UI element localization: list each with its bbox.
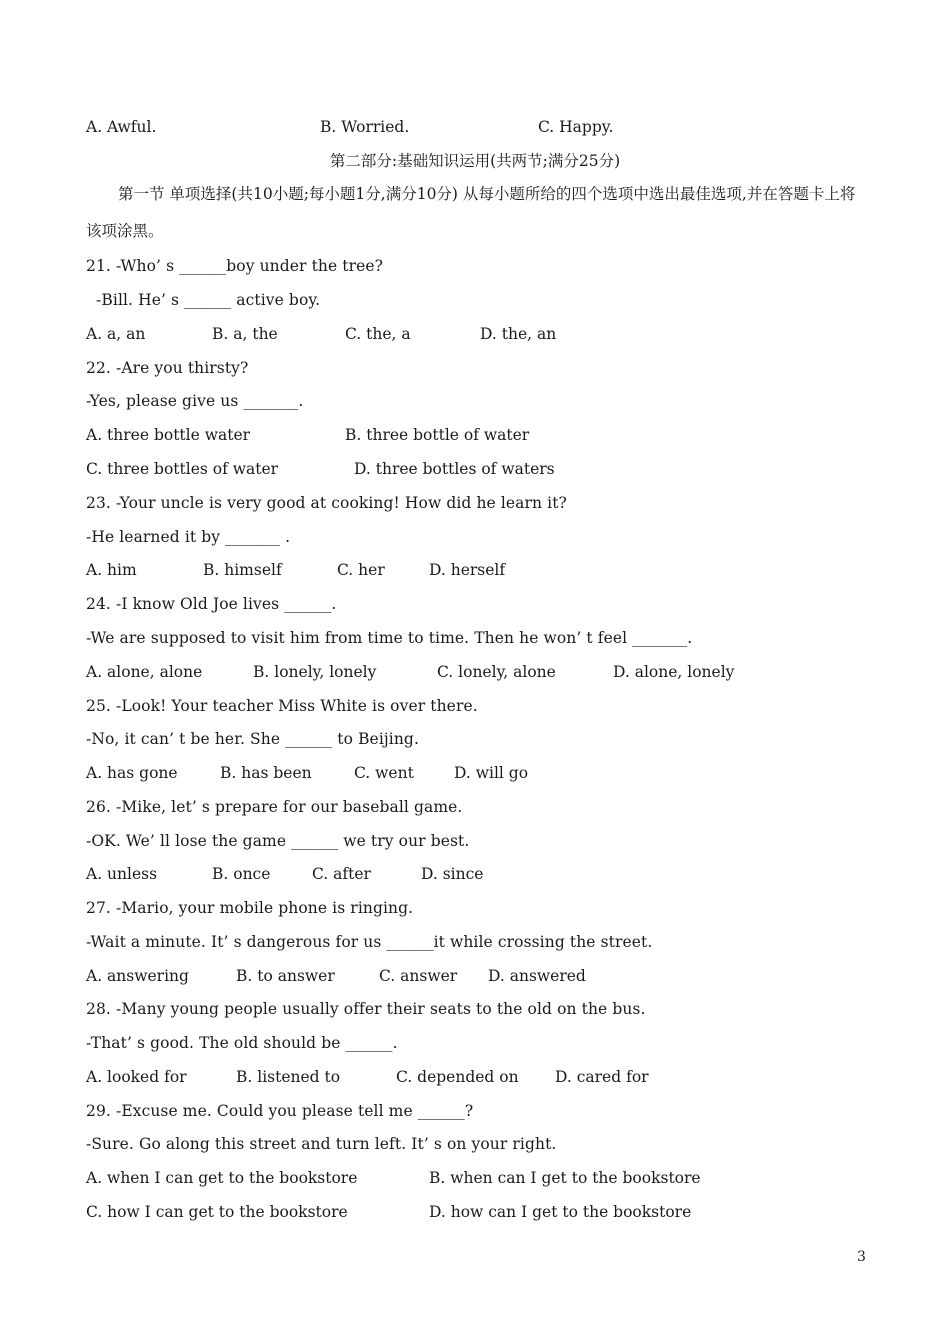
question-26-line1: 26. -Mike, let’ s prepare for our baseball game.	[86, 798, 463, 816]
q23-option-b: B. himself	[203, 561, 282, 579]
question-24-line1: 24. -I know Old Joe lives ______.	[86, 595, 337, 613]
question-22-line1: 22. -Are you thirsty?	[86, 359, 249, 377]
q22-option-b: B. three bottle of water	[345, 426, 530, 444]
q27-option-a: A. answering	[86, 967, 189, 985]
option-a: A. Awful.	[86, 118, 157, 136]
question-29-line2: -Sure. Go along this street and turn left. It’ s on your right.	[86, 1135, 557, 1153]
q28-option-c: C. depended on	[396, 1068, 519, 1086]
q24-option-b: B. lonely, lonely	[253, 663, 377, 681]
question-28-line1: 28. -Many young people usually offer their seats to the old on the bus.	[86, 1000, 646, 1018]
question-25-line2: -No, it can’ t be her. She ______ to Beijing.	[86, 730, 419, 748]
option-c: C. Happy.	[538, 118, 614, 136]
question-23-line1: 23. -Your uncle is very good at cooking! How did he learn it?	[86, 494, 567, 512]
q24-option-c: C. lonely, alone	[437, 663, 556, 681]
q28-option-d: D. cared for	[555, 1068, 649, 1086]
q29-option-d: D. how can I get to the bookstore	[429, 1203, 692, 1221]
question-23-line2: -He learned it by _______ .	[86, 528, 291, 546]
q22-option-c: C. three bottles of water	[86, 460, 279, 478]
q25-option-d: D. will go	[454, 764, 529, 782]
question-29-line1: 29. -Excuse me. Could you please tell me ______?	[86, 1102, 474, 1120]
q27-option-b: B. to answer	[236, 967, 335, 985]
q25-option-b: B. has been	[220, 764, 312, 782]
q21-option-b: B. a, the	[212, 325, 278, 343]
question-27-line1: 27. -Mario, your mobile phone is ringing.	[86, 899, 414, 917]
q26-option-b: B. once	[212, 865, 271, 883]
q27-option-c: C. answer	[379, 967, 458, 985]
q23-option-a: A. him	[86, 561, 137, 579]
q26-option-a: A. unless	[86, 865, 158, 883]
question-21-line2: -Bill. He’ s ______ active boy.	[86, 291, 321, 309]
q22-option-d: D. three bottles of waters	[354, 460, 555, 478]
q21-option-c: C. the, a	[345, 325, 411, 343]
q22-option-a: A. three bottle water	[86, 426, 251, 444]
section1-intro: 第一节 单项选择(共10小题;每小题1分,满分10分) 从每小题所给的四个选项中选出最佳选项,并在答题卡上将该项涂黑。	[86, 185, 856, 240]
q29-option-c: C. how I can get to the bookstore	[86, 1203, 348, 1221]
q23-option-d: D. herself	[429, 561, 506, 579]
question-27-line2: -Wait a minute. It’ s dangerous for us ______it while crossing the street.	[86, 933, 653, 951]
q26-option-c: C. after	[312, 865, 371, 883]
q29-option-b: B. when can I get to the bookstore	[429, 1169, 701, 1187]
q21-option-a: A. a, an	[86, 325, 146, 343]
option-b: B. Worried.	[320, 118, 410, 136]
q26-option-d: D. since	[421, 865, 484, 883]
question-28-line2: -That’ s good. The old should be ______.	[86, 1034, 398, 1052]
question-25-line1: 25. -Look! Your teacher Miss White is over there.	[86, 697, 478, 715]
q28-option-a: A. looked for	[86, 1068, 187, 1086]
q24-option-d: D. alone, lonely	[613, 663, 735, 681]
q28-option-b: B. listened to	[236, 1068, 341, 1086]
q21-option-d: D. the, an	[480, 325, 557, 343]
question-21-line1: 21. -Who’ s ______boy under the tree?	[86, 257, 384, 275]
q25-option-c: C. went	[354, 764, 414, 782]
question-26-line2: -OK. We’ ll lose the game ______ we try our best.	[86, 832, 470, 850]
part2-title: 第二部分:基础知识运用(共两节;满分25分)	[329, 152, 621, 170]
q24-option-a: A. alone, alone	[86, 663, 203, 681]
page-number: 3	[857, 1249, 866, 1265]
q23-option-c: C. her	[337, 561, 385, 579]
question-24-line2: -We are supposed to visit him from time to time. Then he won’ t feel _______.	[86, 629, 693, 647]
q27-option-d: D. answered	[488, 967, 586, 985]
q29-option-a: A. when I can get to the bookstore	[86, 1169, 358, 1187]
q25-option-a: A. has gone	[86, 764, 178, 782]
question-22-line2: -Yes, please give us _______.	[86, 392, 304, 410]
